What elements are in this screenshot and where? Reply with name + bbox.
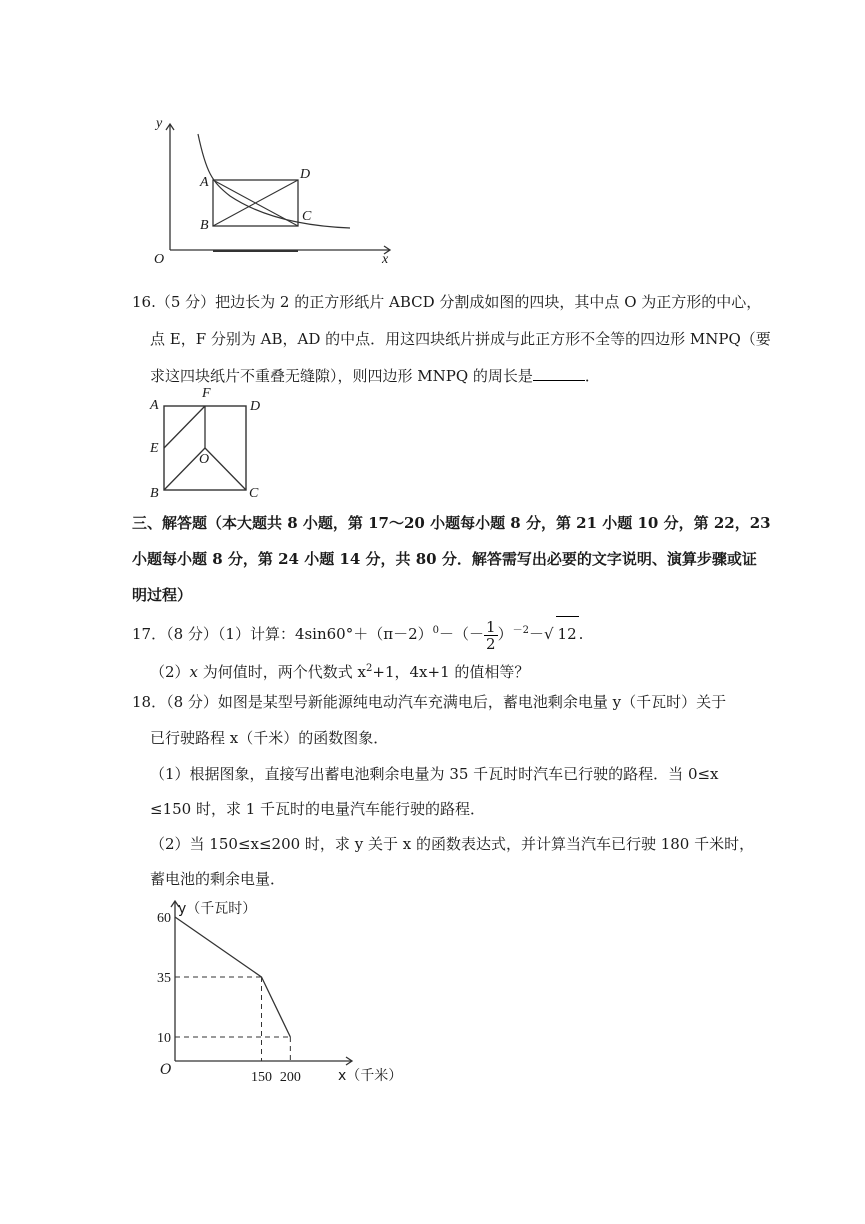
q17-expr-start: 17．（8 分）（1）计算：4sin60°＋（π－2） bbox=[132, 625, 433, 643]
q17-exp-0: 0 bbox=[432, 625, 440, 636]
q17-sqrt-sign: √ bbox=[543, 625, 554, 643]
q17-p2-x: x bbox=[189, 663, 199, 681]
section-3-line-3: 明过程） bbox=[132, 586, 193, 604]
q17-frac-den: 2 bbox=[486, 634, 496, 653]
q17-part-2 bbox=[150, 659, 529, 682]
q17-expr-minus: － bbox=[528, 625, 544, 643]
q17-p2-label: （2） bbox=[150, 663, 190, 681]
q18-chart bbox=[140, 895, 410, 1095]
q15-point-d: D bbox=[300, 167, 311, 182]
x-tick-label: 200 bbox=[279, 1070, 301, 1085]
q16-point-b: B bbox=[150, 486, 159, 501]
q18-line-3: （1）根据图象，直接写出蓄电池剩余电量为 35 千瓦时时汽车已行驶的路程．当 0≤x bbox=[150, 765, 719, 783]
q17-expr-end: . bbox=[578, 625, 584, 643]
q15-point-c: C bbox=[302, 209, 312, 224]
q17-p2-end: +1，4x+1 的值相等？ bbox=[372, 663, 530, 681]
q15-origin-label: O bbox=[154, 252, 165, 267]
q16-point-f: F bbox=[202, 386, 211, 401]
y-tick-label: 10 bbox=[157, 1031, 171, 1046]
q16-line-3-text: 求这四块纸片不重叠无缝隙），则四边形 MNPQ 的周长是 bbox=[150, 367, 533, 385]
q15-figure bbox=[150, 112, 400, 272]
q17-exp-neg2: －2 bbox=[512, 625, 529, 636]
q16-point-e: E bbox=[150, 441, 159, 456]
section-3-line-2: 小题每小题 8 分，第 24 小题 14 分，共 80 分．解答需写出必要的文字说明、演算步骤或证 bbox=[132, 550, 757, 568]
q17-expr-close: ） bbox=[497, 625, 513, 643]
q18-line-2: 已行驶路程 x（千米）的函数图象． bbox=[150, 729, 389, 747]
q15-point-b: B bbox=[200, 218, 209, 233]
chart-guides bbox=[175, 977, 290, 1061]
section-3-line-1: 三、解答题（本大题共 8 小题，第 17～20 小题每小题 8 分，第 21 小题 10 分，第 22，23 bbox=[132, 514, 771, 532]
y-tick-label: 60 bbox=[157, 911, 171, 926]
q15-x-label: x bbox=[382, 252, 389, 267]
q16-figure bbox=[160, 402, 250, 494]
q17-p2-text: 为何值时，两个代数式 x bbox=[198, 663, 367, 681]
q18-line-4: ≤150 时，求 1 千瓦时的电量汽车能行驶的路程． bbox=[150, 800, 486, 818]
q17-expr-mid: －（－ bbox=[439, 625, 485, 643]
y-tick-label: 35 bbox=[157, 971, 171, 986]
q16-point-c: C bbox=[249, 486, 259, 501]
q17-frac-num: 1 bbox=[486, 617, 496, 636]
q18-line-5: （2）当 150≤x≤200 时，求 y 关于 x 的函数表达式，并计算当汽车已行驶 180 千米时， bbox=[150, 835, 755, 853]
chart-xlabel: x（千米） bbox=[338, 1068, 403, 1084]
q18-line-6: 蓄电池的剩余电量． bbox=[150, 870, 286, 888]
q17-part-1 bbox=[132, 614, 583, 654]
chart-ylabel: y（千瓦时） bbox=[178, 901, 257, 917]
q16-point-a: A bbox=[150, 398, 159, 413]
q18-line-1: 18．（8 分）如图是某型号新能源纯电动汽车充满电后，蓄电池剩余电量 y（千瓦时）关于 bbox=[132, 693, 727, 711]
q15-y-label: y bbox=[156, 116, 163, 131]
q16-line-2: 点 E，F 分别为 AB，AD 的中点．用这四块纸片拼成与此正方形不全等的四边形 MNPQ（要 bbox=[150, 330, 771, 348]
q16-point-o: O bbox=[199, 452, 210, 467]
q16-point-d: D bbox=[250, 399, 261, 414]
q16-line-3-end: ． bbox=[584, 367, 600, 385]
q16-line-1: 16.（5 分）把边长为 2 的正方形纸片 ABCD 分割成如图的四块，其中点 O 为正方形的中心， bbox=[132, 293, 762, 311]
x-tick-label: 150 bbox=[251, 1070, 273, 1085]
q17-sqrt-radicand: 12 bbox=[556, 616, 579, 651]
q15-point-a: A bbox=[200, 175, 209, 190]
q17-p2-sup: 2 bbox=[366, 663, 373, 674]
q16-answer-blank bbox=[533, 366, 585, 381]
q17-fraction bbox=[484, 619, 498, 652]
chart-ticks bbox=[157, 911, 301, 1085]
chart-origin: O bbox=[160, 1062, 172, 1078]
q16-line-3 bbox=[150, 366, 600, 386]
